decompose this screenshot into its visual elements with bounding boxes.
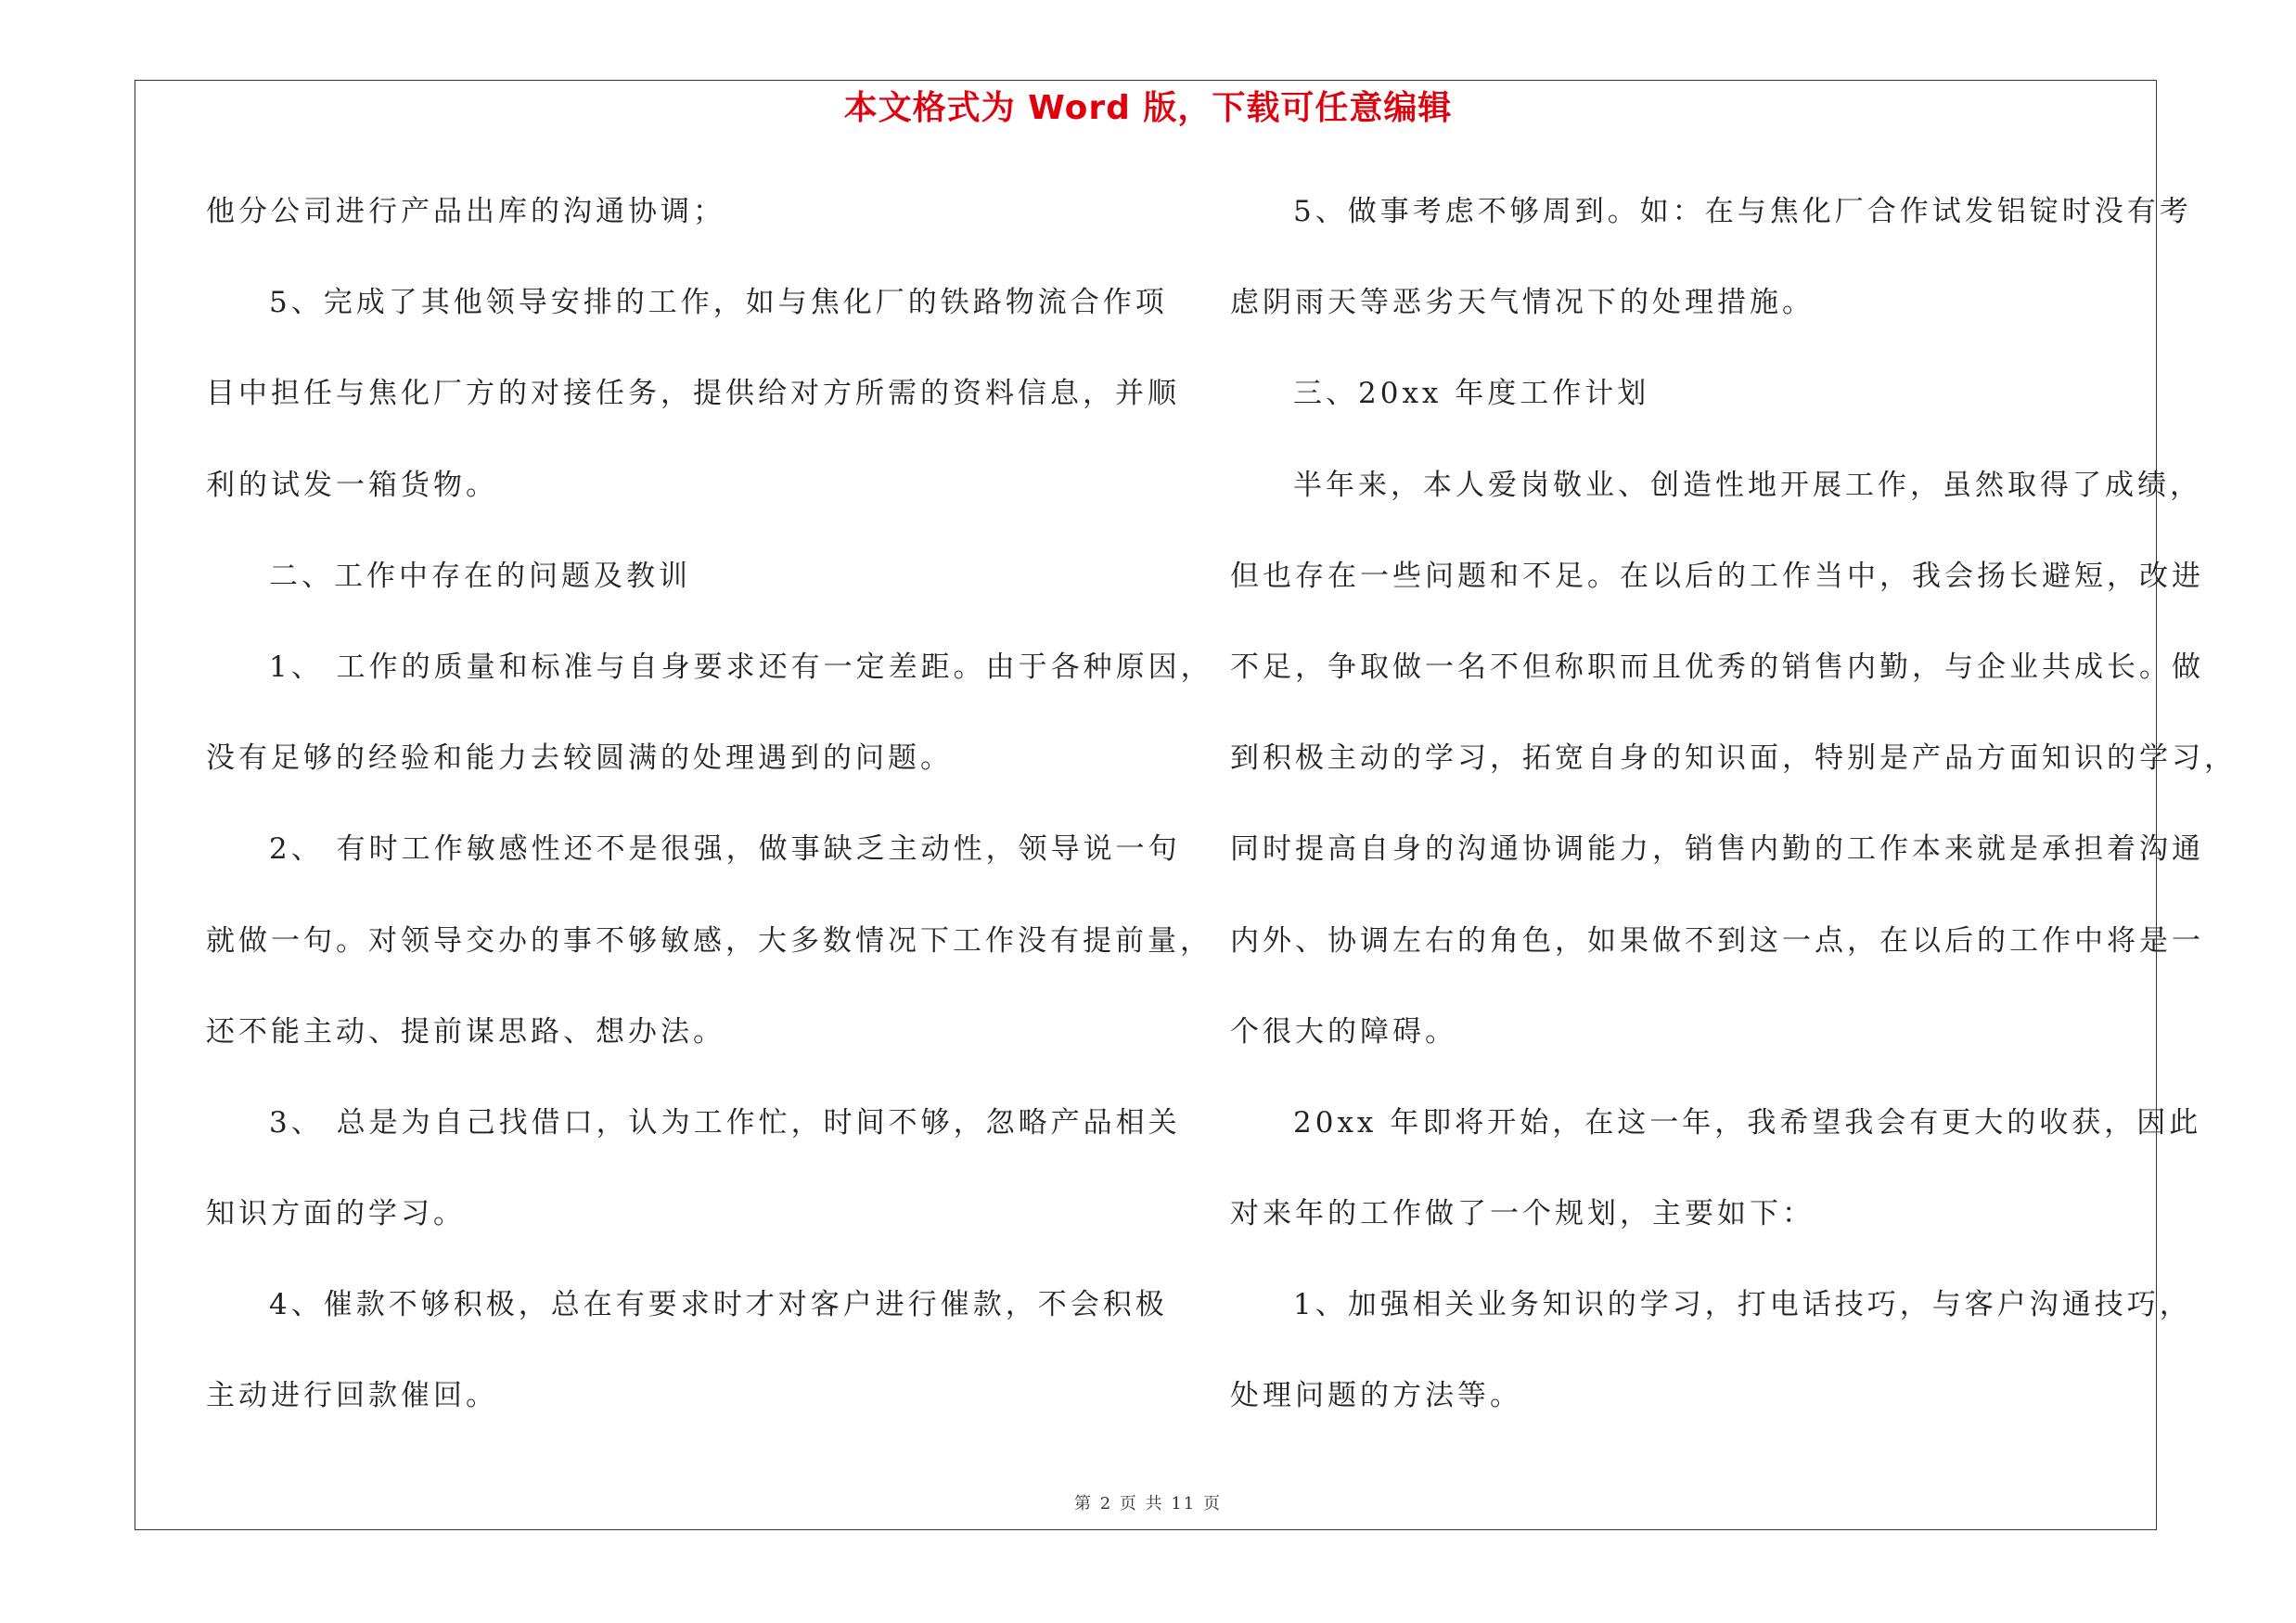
page-number: 第 2 页 共 11 页: [1074, 1494, 1222, 1514]
text-line: 半年来，本人爱岗敬业、创造性地开展工作，虽然取得了成绩，: [1293, 468, 2202, 502]
text-line: 1、 工作的质量和标准与自身要求还有一定差距。由于各种原因，: [269, 650, 1213, 684]
text-line: 内外、协调左右的角色，如果做不到这一点，在以后的工作中将是一: [1230, 923, 2204, 958]
left-column: [206, 186, 1213, 1462]
right-column: [1230, 186, 2237, 1462]
text-line: 还不能主动、提前谋思路、想办法。: [206, 1014, 725, 1049]
text-line: 到积极主动的学习，拓宽自身的知识面，特别是产品方面知识的学习，: [1230, 741, 2237, 776]
text-line: 1、加强相关业务知识的学习，打电话技巧，与客户沟通技巧，: [1293, 1288, 2192, 1322]
text-line: 同时提高自身的沟通协调能力，销售内勤的工作本来就是承担着沟通: [1230, 832, 2204, 867]
text-line: 3、 总是为自己找借口，认为工作忙，时间不够，忽略产品相关: [269, 1105, 1181, 1140]
format-banner: 本文格式为 Word 版，下载可任意编辑: [843, 89, 1453, 127]
text-line: 但也存在一些问题和不足。在以后的工作当中，我会扬长避短，改进: [1230, 559, 2204, 593]
text-line: 20xx 年即将开始，在这一年，我希望我会有更大的收获，因此: [1293, 1105, 2202, 1140]
text-line: 处理问题的方法等。: [1230, 1379, 1522, 1413]
text-line: 4、催款不够积极，总在有要求时才对客户进行催款，不会积极: [269, 1288, 1168, 1322]
text-line: 他分公司进行产品出库的沟通协调；: [206, 195, 725, 228]
text-line: 利的试发一箱货物。: [206, 468, 498, 502]
text-line: 2、 有时工作敏感性还不是很强，做事缺乏主动性，领导说一句: [269, 832, 1181, 867]
text-line: 5、做事考虑不够周到。如：在与焦化厂合作试发铝锭时没有考: [1293, 195, 2192, 228]
text-line: 个很大的障碍。: [1230, 1014, 1457, 1049]
text-line: 对来年的工作做了一个规划，主要如下：: [1230, 1197, 1815, 1231]
text-line: 就做一句。对领导交办的事不够敏感，大多数情况下工作没有提前量，: [206, 923, 1212, 958]
section-heading: 三、20xx 年度工作计划: [1293, 377, 1650, 411]
text-line: 没有足够的经验和能力去较圆满的处理遇到的问题。: [206, 741, 953, 776]
text-line: 主动进行回款催回。: [206, 1379, 498, 1413]
section-heading: 二、工作中存在的问题及教训: [269, 559, 691, 593]
text-line: 不足，争取做一名不但称职而且优秀的销售内勤，与企业共成长。做: [1230, 650, 2204, 684]
text-line: 虑阴雨天等恶劣天气情况下的处理措施。: [1230, 286, 1815, 320]
text-line: 目中担任与焦化厂方的对接任务，提供给对方所需的资料信息，并顺: [206, 377, 1180, 411]
text-line: 知识方面的学习。: [206, 1197, 466, 1231]
text-line: 5、完成了其他领导安排的工作，如与焦化厂的铁路物流合作项: [269, 286, 1168, 320]
